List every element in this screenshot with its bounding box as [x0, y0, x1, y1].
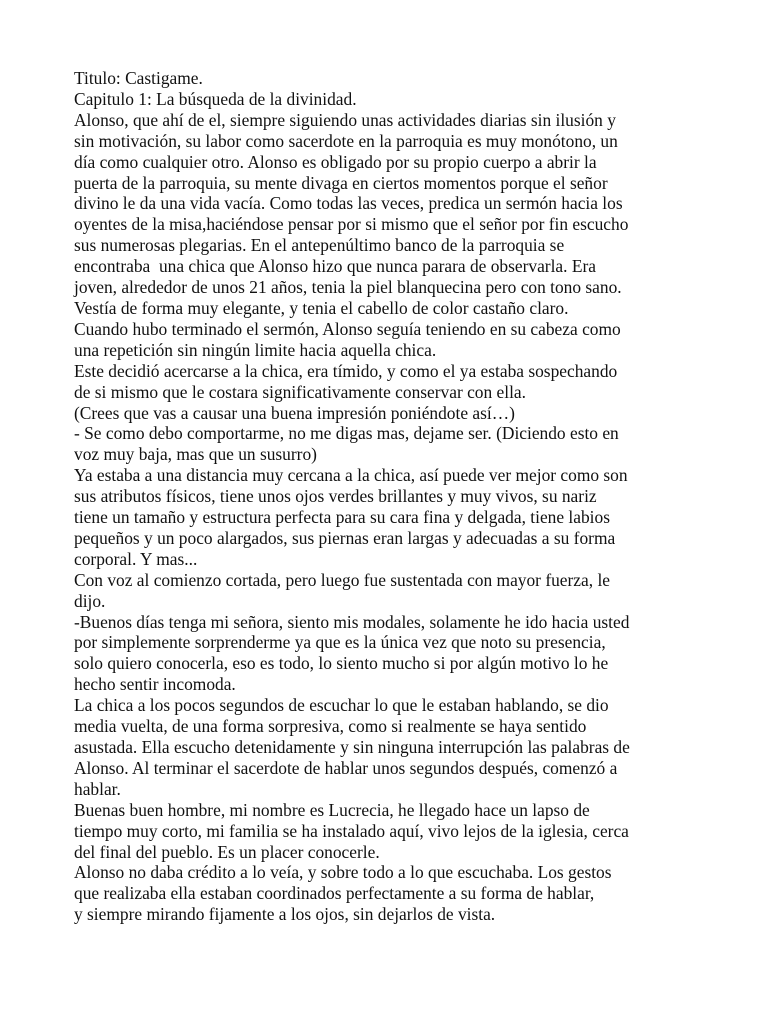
body-text-line: Este decidió acercarse a la chica, era tímido, y como el ya estaba sospechando: [74, 360, 618, 381]
body-text-line: dijo.: [74, 590, 106, 611]
document-body: [74, 110, 704, 925]
body-text-line: pequeños y un poco alargados, sus piernas eran largas y adecuadas a su forma: [74, 527, 616, 548]
body-text-line: día como cualquier otro. Alonso es obligado por su propio cuerpo a abrir la: [74, 151, 597, 172]
body-text-line: - Se como debo comportarme, no me digas mas, dejame ser. (Diciendo esto en: [74, 423, 619, 444]
body-text-line: hablar.: [74, 778, 121, 799]
body-text-line: y siempre mirando fijamente a los ojos, sin dejarlos de vista.: [74, 904, 496, 925]
body-text-line: tiene un tamaño y estructura perfecta para su cara fina y delgada, tiene labios: [74, 507, 610, 528]
body-text-line: -Buenos días tenga mi señora, siento mis modales, solamente he ido hacia usted: [74, 611, 630, 632]
body-text-line: media vuelta, de una forma sorpresiva, como si realmente se haya sentido: [74, 716, 587, 737]
body-text-line: Cuando hubo terminado el sermón, Alonso seguía teniendo en su cabeza como: [74, 318, 621, 339]
body-text-line: sin motivación, su labor como sacerdote en la parroquia es muy monótono, un: [74, 130, 618, 151]
body-text-line: sus atributos físicos, tiene unos ojos verdes brillantes y muy vivos, su nariz: [74, 486, 597, 507]
body-text-line: Alonso, que ahí de el, siempre siguiendo unas actividades diarias sin ilusión y: [74, 109, 616, 130]
body-text-line: joven, alrededor de unos 21 años, tenia la piel blanquecina pero con tono sano.: [74, 277, 622, 298]
body-text-line: sus numerosas plegarias. En el antepenúltimo banco de la parroquia se: [74, 235, 565, 256]
body-text-line: una repetición sin ningún limite hacia aquella chica.: [74, 339, 437, 360]
body-text-line: del final del pueblo. Es un placer conocerle.: [74, 841, 380, 862]
body-text-line: hecho sentir incomoda.: [74, 674, 236, 695]
body-text-line: Buenas buen hombre, mi nombre es Lucrecia, he llegado hace un lapso de: [74, 799, 590, 820]
body-text-line: Vestía de forma muy elegante, y tenia el cabello de color castaño claro.: [74, 297, 569, 318]
body-text-line: La chica a los pocos segundos de escuchar lo que le estaban hablando, se dio: [74, 695, 609, 716]
document-page: [74, 68, 704, 925]
body-text-line: solo quiero conocerla, eso es todo, lo siento mucho si por algún motivo lo he: [74, 653, 609, 674]
body-text-line: Ya estaba a una distancia muy cercana a la chica, así puede ver mejor como son: [74, 465, 628, 486]
body-text-line: asustada. Ella escucho detenidamente y sin ninguna interrupción las palabras de: [74, 737, 630, 757]
body-text-line: Alonso. Al terminar el sacerdote de hablar unos segundos después, comenzó a: [74, 757, 618, 778]
chapter-heading: Capitulo 1: La búsqueda de la divinidad.: [74, 88, 357, 109]
body-text-line: de si mismo que le costara significativamente conservar con ella.: [74, 381, 526, 402]
body-text-line: puerta de la parroquia, su mente divaga en ciertos momentos porque el señor: [74, 172, 608, 193]
body-text-line: que realizaba ella estaban coordinados perfectamente a su forma de hablar,: [74, 883, 595, 904]
body-text-line: oyentes de la misa,haciéndose pensar por si mismo que el señor por fin escucho: [74, 214, 629, 235]
body-text-line: Con voz al comienzo cortada, pero luego fue sustentada con mayor fuerza, le: [74, 569, 610, 590]
body-text-line: tiempo muy corto, mi familia se ha instalado aquí, vivo lejos de la iglesia, cerca: [74, 820, 629, 841]
body-text-line: encontraba una chica que Alonso hizo que nunca parara de observarla. Era: [74, 256, 596, 277]
document-title: Titulo: Castigame.: [74, 68, 203, 88]
body-text-line: corporal. Y mas...: [74, 548, 198, 569]
body-text-line: divino le da una vida vacía. Como todas las veces, predica un sermón hacia los: [74, 193, 623, 214]
body-text-line: por simplemente sorprenderme ya que es la única vez que noto su presencia,: [74, 632, 606, 653]
body-text-line: Alonso no daba crédito a lo veía, y sobre todo a lo que escuchaba. Los gestos: [74, 862, 612, 883]
body-text-line: (Crees que vas a causar una buena impresión poniéndote así…): [74, 402, 515, 423]
body-text-line: voz muy baja, mas que un susurro): [74, 444, 317, 465]
